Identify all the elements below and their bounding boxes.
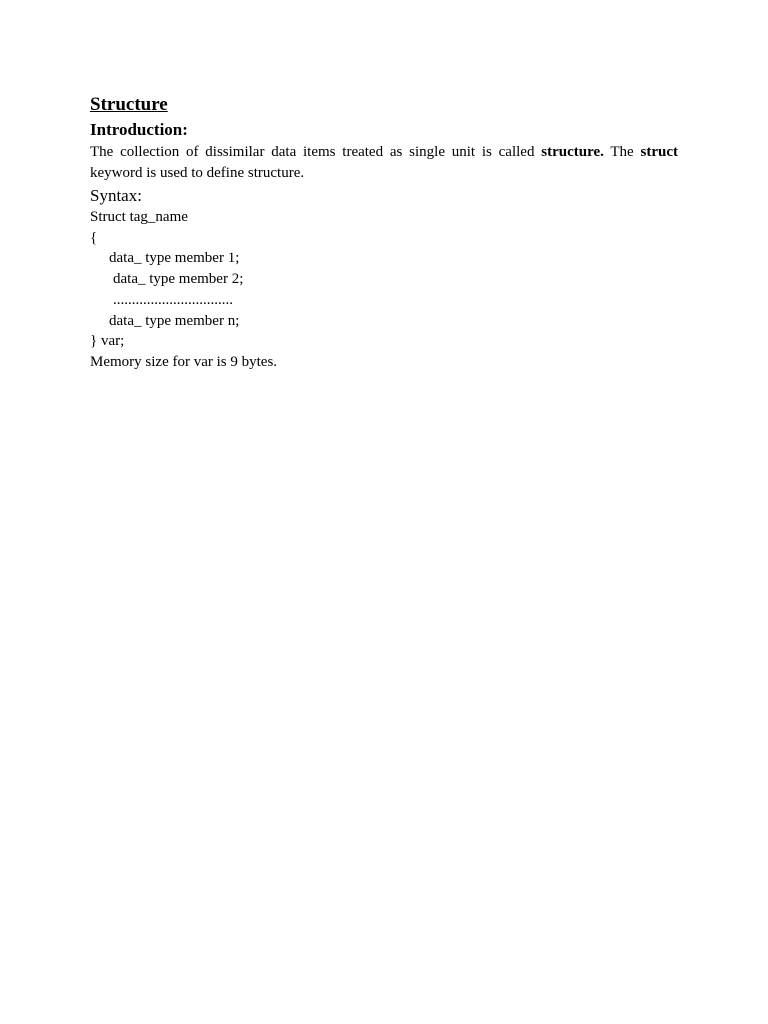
syntax-block	[90, 207, 678, 352]
document-title: Structure	[90, 94, 168, 115]
intro-text-part2: The	[603, 144, 641, 160]
syntax-line-member-2: data_ type member 2;	[113, 271, 244, 288]
memory-note: Memory size for var is 9 bytes.	[90, 353, 278, 370]
syntax-line-member-n: data_ type member n;	[109, 312, 240, 329]
intro-text-part1: The collection of dissimilar data items treated as single unit is called	[90, 144, 542, 160]
intro-text-part3: keyword is used to define structure.	[90, 165, 305, 181]
syntax-line-open-brace: {	[90, 229, 98, 246]
syntax-line-close-var: } var;	[90, 333, 125, 350]
syntax-line-ellipsis: ................................	[113, 291, 233, 308]
document-page	[90, 92, 678, 373]
intro-bold-structure: structure.	[541, 144, 604, 160]
intro-bold-struct: struct	[640, 144, 678, 160]
syntax-heading: Syntax:	[90, 186, 142, 205]
syntax-line-member-1: data_ type member 1;	[109, 250, 240, 267]
introduction-heading: Introduction:	[90, 120, 188, 139]
syntax-line-struct: Struct tag_name	[90, 209, 188, 225]
intro-paragraph	[90, 142, 678, 184]
